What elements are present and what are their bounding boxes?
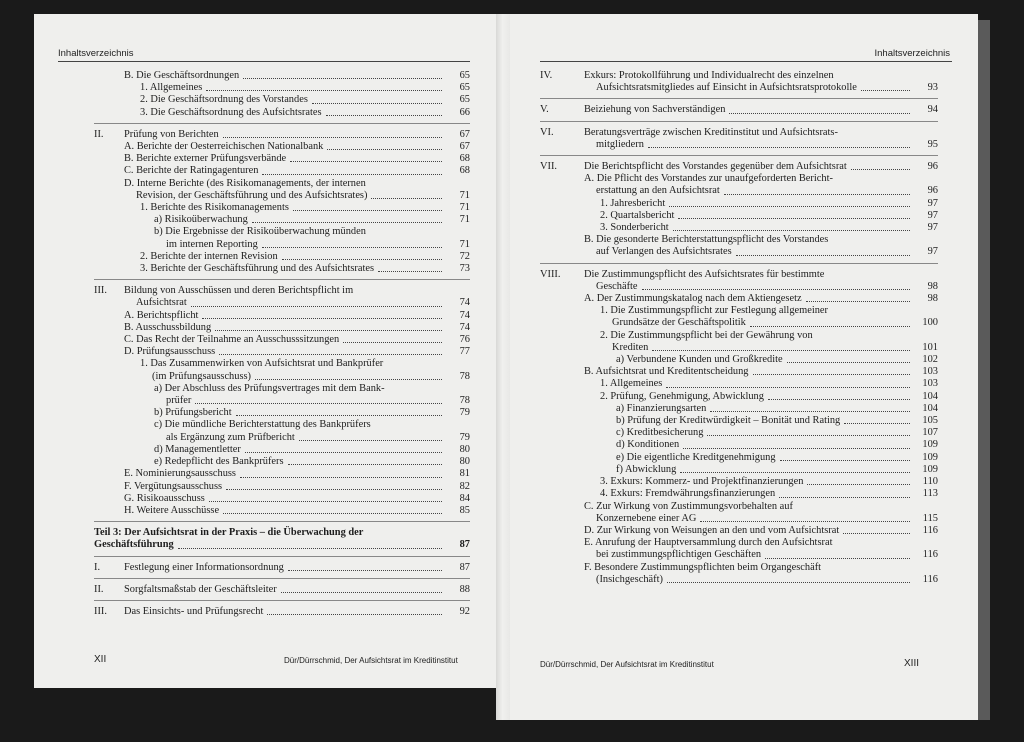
toc-entry [94,107,470,127]
toc-entry-text: Grundsätze der Geschäftspolitik [612,317,746,329]
toc-entry-text: c) Kreditbesicherung [616,427,704,439]
running-header: Inhaltsverzeichnis [874,48,950,59]
toc-entry [94,165,470,177]
toc-page-number: 87 [459,539,470,551]
dot-leader [780,459,910,461]
toc-page-number: 74 [459,321,470,333]
toc-entry [94,82,470,94]
toc-entry-text: 2. Die Zustimmungspflicht bei der Gewährung von [600,329,813,341]
toc-entry [94,141,470,153]
section-number: IV. [540,70,553,81]
toc-page-number: 107 [922,427,938,439]
toc-entry [540,70,938,102]
dot-leader [736,254,910,256]
toc-entry [94,527,470,559]
toc-entry-text: Aufsichtsratsmitgliedes auf Einsicht in Aufsichtsratsprotokolle [596,82,857,94]
toc-page-number: 87 [459,561,470,573]
section-divider [540,98,938,99]
toc-entry-text: A. Die Pflicht des Vorstandes zur unaufgeforderten Bericht- [584,173,833,185]
toc-page-number: 110 [922,476,938,488]
toc-entry [540,452,938,464]
section-divider [94,556,470,557]
toc-page-number: 97 [927,246,938,258]
dot-leader [683,447,910,449]
section-divider [540,263,938,264]
toc-entry-text: Sorgfaltsmaßstab der Geschäftsleiter [124,583,277,595]
dot-leader [252,221,442,223]
toc-list [94,70,470,618]
left-book-page [34,14,498,688]
dot-leader [673,229,910,231]
dot-leader [779,496,910,498]
toc-entry-text: bei zustimmungspflichtigen Geschäften [596,549,762,561]
toc-entry-text: C. Das Recht der Teilnahme an Ausschusssitzungen [124,334,340,346]
dot-leader [327,148,442,150]
toc-entry-text: d) Managementletter [154,443,241,455]
dot-leader [371,197,442,199]
dot-leader [223,512,442,514]
toc-page-number: 85 [459,504,470,516]
toc-entry-text: 2. Quartalsbericht [600,209,675,221]
dot-leader [178,547,442,549]
toc-page-number: 101 [922,341,938,353]
toc-entry-text: b) Prüfungsbericht [154,407,232,419]
toc-page-number: 77 [459,346,470,358]
header-rule [58,61,470,62]
dot-leader [262,173,442,175]
toc-entry [94,358,470,382]
page-footer: Dür/Dürrschmid, Der Aufsichtsrat im Kreditinstitut [284,656,458,665]
toc-entry-text: B. Ausschussbildung [124,321,212,333]
toc-entry-text: C. Zur Wirkung von Zustimmungsvorbehalten auf [584,500,793,512]
toc-entry-text: 2. Berichte der internen Revision [140,250,278,262]
toc-page-number: 65 [459,82,470,94]
toc-entry-text: 1. Jahresbericht [600,197,666,209]
toc-page-number: 76 [459,334,470,346]
section-divider [540,121,938,122]
toc-entry-text: (Insichgeschäft) [596,573,663,585]
toc-entry [540,127,938,159]
section-divider [540,155,938,156]
dot-leader [648,146,910,148]
toc-entry-text: F. Besondere Zustimmungspflichten beim Organgeschäft [584,561,822,573]
dot-leader [299,439,442,441]
dot-leader [209,500,442,502]
toc-entry-text: a) Der Abschluss des Prüfungsvertrages mit dem Bank- [154,382,385,394]
toc-page-number: 97 [927,197,938,209]
toc-entry-text: f) Abwicklung [616,463,677,475]
toc-entry [94,129,470,141]
toc-list [540,70,938,586]
toc-entry-text: Teil 3: Der Aufsichtsrat in der Praxis – die Überwachung der [94,527,364,539]
toc-page-number: 81 [459,468,470,480]
toc-page-number: 104 [922,402,938,414]
toc-entry-text: auf Verlangen des Aufsichtsrates [596,246,732,258]
toc-entry-text: 1. Die Zustimmungspflicht zur Festlegung allgemeiner [600,305,828,317]
toc-entry [540,488,938,500]
dot-leader [652,349,910,351]
toc-page-number: 74 [459,297,470,309]
toc-page-number: 109 [922,451,938,463]
dot-leader [267,613,442,615]
toc-entry [94,70,470,82]
toc-entry-text: F. Vergütungsausschuss [124,480,223,492]
toc-page-number: 65 [459,70,470,81]
toc-page-number: 97 [927,222,938,234]
toc-page-number: 79 [459,407,470,419]
toc-entry [540,293,938,305]
dot-leader [226,488,442,490]
dot-leader [807,483,910,485]
toc-entry [540,234,938,266]
toc-entry [540,210,938,222]
toc-page-number: 96 [927,185,938,197]
section-divider [94,521,470,522]
section-number: V. [540,104,549,116]
toc-entry-text: Konzernebene einer AG [596,512,697,524]
toc-page-number: 116 [922,524,938,536]
toc-entry [540,391,938,403]
toc-entry-text: b) Die Ergebnisse der Risikoüberwachung münden [154,226,366,238]
toc-entry [540,161,938,173]
toc-page-number: 66 [459,106,470,118]
toc-entry-text: D. Zur Wirkung von Weisungen an den und vom Aufsichtsrat [584,524,840,536]
toc-entry-text: Prüfung von Berichten [124,128,219,140]
dot-leader [245,451,442,453]
toc-entry-text: A. Berichtspflicht [124,309,199,321]
section-divider [94,600,470,601]
toc-page-number: 98 [927,280,938,292]
dot-leader [787,361,910,363]
toc-entry [94,468,470,480]
toc-page-number: 82 [459,480,470,492]
toc-page-number: 74 [459,309,470,321]
toc-entry-text: Bildung von Ausschüssen und deren Berichtspflicht im [124,285,354,297]
toc-entry [540,330,938,354]
toc-entry-text: b) Prüfung der Kreditwürdigkeit – Bonität und Rating [616,415,841,427]
toc-page-number: 95 [927,138,938,150]
dot-leader [223,136,442,138]
toc-entry [94,505,470,525]
dot-leader [281,591,442,593]
toc-page-number: 73 [459,263,470,275]
toc-entry-text: c) Die mündliche Berichterstattung des Bankprüfers [154,419,371,431]
toc-page-number: 71 [459,214,470,226]
toc-entry-text: Festlegung einer Informationsordnung [124,561,284,573]
toc-page-number: 67 [459,128,470,140]
dot-leader [343,341,442,343]
toc-entry [94,153,470,165]
right-book-page [510,14,978,720]
toc-page-number: 80 [459,443,470,455]
toc-entry [94,383,470,407]
toc-page-number: 93 [927,82,938,94]
page-number: XII [94,654,107,665]
toc-entry-text: a) Finanzierungsarten [616,402,707,414]
toc-entry [94,606,470,618]
dot-leader [191,305,442,307]
toc-entry-text: H. Weitere Ausschüsse [124,504,220,516]
section-number: II. [94,128,104,140]
section-number: III. [94,605,107,617]
dot-leader [680,471,910,473]
toc-entry-text: e) Die eigentliche Kreditgenehmigung [616,451,776,463]
toc-page-number: 78 [459,395,470,407]
toc-entry [94,493,470,505]
toc-entry [540,476,938,488]
toc-page-number: 67 [459,141,470,153]
toc-entry-text: A. Der Zustimmungskatalog nach dem Aktiengesetz [584,293,802,305]
toc-page-number: 80 [459,456,470,468]
toc-page-number: 103 [922,378,938,390]
toc-entry [540,439,938,451]
toc-entry-text: Geschäfte [596,280,638,292]
dot-leader [288,569,442,571]
toc-entry [540,501,938,525]
toc-entry [540,537,938,561]
toc-page-number: 109 [922,463,938,475]
toc-entry [94,310,470,322]
toc-page-number: 98 [927,293,938,305]
dot-leader [378,270,442,272]
toc-entry [540,269,938,293]
toc-entry-text: als Ergänzung zum Prüfbericht [166,431,295,443]
toc-page-number: 109 [922,439,938,451]
header-rule [540,61,952,62]
toc-entry-text: (im Prüfungsausschuss) [152,370,251,382]
dot-leader [243,77,442,79]
dot-leader [843,532,910,534]
toc-entry-text: E. Anrufung der Hauptversammlung durch den Aufsichtsrat [584,537,833,549]
toc-entry [540,366,938,378]
toc-entry [540,464,938,476]
toc-entry-text: 3. Berichte der Geschäftsführung und des Aufsichtsrates [140,263,375,275]
toc-page-number: 103 [922,366,938,378]
toc-entry-text: B. Aufsichtsrat und Kreditentscheidung [584,366,749,378]
dot-leader [667,581,910,583]
dot-leader [202,317,442,319]
dot-leader [806,300,910,302]
dot-leader [219,353,442,355]
toc-entry [94,214,470,226]
toc-entry-text: Exkurs: Protokollführung und Individualrecht des einzelnen [584,70,834,81]
toc-entry-text: G. Risikoausschuss [124,492,205,504]
dot-leader [240,476,442,478]
toc-entry-text: d) Konditionen [616,439,680,451]
toc-entry-text: D. Interne Berichte (des Risikomanagements, der internen [124,177,366,189]
toc-entry [94,444,470,456]
toc-entry-text: Aufsichtsrat [136,297,187,309]
dot-leader [707,434,910,436]
toc-entry-text: 1. Das Zusammenwirken von Aufsichtsrat und Bankprüfer [140,358,384,370]
toc-entry-text: Geschäftsführung [94,539,174,551]
toc-entry [94,322,470,334]
toc-entry-text: B. Die gesonderte Berichterstattungspflicht des Vorstandes [584,234,829,246]
toc-page-number: 88 [459,583,470,595]
toc-entry [94,584,470,604]
dot-leader [753,373,911,375]
toc-page-number: 84 [459,492,470,504]
toc-page-number: 116 [922,573,938,585]
section-number: II. [94,583,104,595]
dot-leader [293,209,442,211]
toc-entry [540,305,938,329]
toc-entry-text: a) Risikoüberwachung [154,214,248,226]
dot-leader [678,217,910,219]
dot-leader [851,168,910,170]
dot-leader [724,193,910,195]
dot-leader [729,112,910,114]
dot-leader [262,246,442,248]
toc-entry-text: e) Redepflicht des Bankprüfers [154,456,284,468]
dot-leader [236,414,442,416]
toc-entry-text: erstattung an den Aufsichtsrat [596,185,720,197]
dot-leader [768,398,910,400]
toc-page-number: 94 [927,104,938,116]
section-number: VII. [540,161,558,173]
toc-entry-text: Revision, der Geschäftsführung und des Aufsichtsrates) [136,189,368,201]
dot-leader [312,102,442,104]
toc-entry [540,562,938,586]
dot-leader [710,410,910,412]
toc-entry-text: Beiziehung von Sachverständigen [584,104,726,116]
toc-entry [94,346,470,358]
dot-leader [844,422,910,424]
toc-entry [540,104,938,124]
section-number: VI. [540,126,554,138]
toc-entry-text: 1. Berichte des Risikomanagements [140,202,289,214]
dot-leader [765,557,910,559]
section-divider [94,578,470,579]
toc-entry [94,562,470,582]
dot-leader [750,325,910,327]
toc-entry-text: a) Verbundene Kunden und Großkredite [616,354,783,366]
toc-entry-text: mitgliedern [596,138,644,150]
toc-entry [94,94,470,106]
dot-leader [255,378,442,380]
toc-entry-text: A. Berichte der Oesterreichischen Nationalbank [124,141,324,153]
section-divider [94,123,470,124]
toc-page-number: 79 [459,431,470,443]
toc-entry [94,226,470,250]
toc-entry-text: 3. Sonderbericht [600,222,669,234]
dot-leader [666,386,910,388]
toc-entry [94,334,470,346]
toc-entry-text: 1. Allgemeines [140,82,203,94]
toc-entry [540,354,938,366]
dot-leader [282,258,442,260]
section-divider [94,279,470,280]
toc-entry [540,173,938,197]
dot-leader [206,89,442,91]
toc-page-number: 71 [459,202,470,214]
toc-entry [94,285,470,309]
dot-leader [290,160,442,162]
toc-entry-text: Das Einsichts- und Prüfungsrecht [124,605,264,617]
toc-entry-text: Die Zustimmungspflicht des Aufsichtsrates für bestimmte [584,268,825,280]
toc-entry-text: 3. Die Geschäftsordnung des Aufsichtsrates [140,106,322,118]
toc-page-number: 116 [922,549,938,561]
dot-leader [861,89,910,91]
toc-page-number: 102 [922,354,938,366]
page-number: XIII [904,658,920,669]
toc-entry-text: Die Berichtspflicht des Vorstandes gegenüber dem Aufsichtsrat [584,161,847,173]
toc-page-number: 113 [922,488,938,500]
toc-entry-text: B. Berichte externer Prüfungsverbände [124,153,287,165]
toc-entry-text: 3. Exkurs: Kommerz- und Projektfinanzierungen [600,476,804,488]
toc-entry-text: E. Nominierungsausschuss [124,468,236,480]
toc-entry-text: 1. Allgemeines [600,378,663,390]
toc-page-number: 104 [922,390,938,402]
section-number: I. [94,561,101,573]
toc-page-number: 92 [459,605,470,617]
page-footer: Dür/Dürrschmid, Der Aufsichtsrat im Kreditinstitut [540,660,714,669]
toc-entry-text: Beratungsverträge zwischen Kreditinstitut und Aufsichtsrats- [584,126,838,138]
toc-page-number: 65 [459,94,470,106]
section-number: VIII. [540,268,561,280]
toc-entry [94,456,470,468]
running-header: Inhaltsverzeichnis [58,48,134,59]
toc-entry [540,415,938,427]
toc-page-number: 71 [459,189,470,201]
toc-entry [94,263,470,283]
toc-page-number: 68 [459,165,470,177]
toc-page-number: 100 [922,317,938,329]
dot-leader [669,205,910,207]
toc-entry [540,427,938,439]
toc-entry-text: 2. Die Geschäftsordnung des Vorstandes [140,94,308,106]
dot-leader [326,114,442,116]
toc-entry [540,525,938,537]
toc-entry-text: 4. Exkurs: Fremdwährungsfinanzierungen [600,488,776,500]
toc-page-number: 97 [927,209,938,221]
toc-page-number: 72 [459,250,470,262]
toc-entry [540,403,938,415]
toc-page-number: 96 [927,161,938,173]
toc-entry [94,178,470,202]
toc-entry-text: prüfer [166,395,192,407]
toc-entry [540,198,938,210]
toc-page-number: 71 [459,238,470,250]
dot-leader [215,329,442,331]
dot-leader [288,463,442,465]
toc-entry [94,251,470,263]
toc-entry-text: D. Prüfungsausschuss [124,346,216,358]
section-number: III. [94,285,107,297]
toc-entry-text: C. Berichte der Ratingagenturen [124,165,259,177]
toc-entry-text: im internen Reporting [166,238,258,250]
toc-page-number: 78 [459,370,470,382]
toc-page-number: 115 [922,512,938,524]
toc-page-number: 105 [922,415,938,427]
toc-entry [94,407,470,419]
toc-entry [540,222,938,234]
toc-page-number: 68 [459,153,470,165]
toc-entry-text: 2. Prüfung, Genehmigung, Abwicklung [600,390,764,402]
toc-entry [94,419,470,443]
page-edge-shadow [978,20,990,720]
toc-entry-text: B. Die Geschäftsordnungen [124,70,240,81]
dot-leader [195,402,442,404]
dot-leader [642,288,910,290]
dot-leader [700,520,910,522]
toc-entry [94,481,470,493]
toc-entry [94,202,470,214]
toc-entry [540,378,938,390]
toc-entry-text: Krediten [612,341,649,353]
